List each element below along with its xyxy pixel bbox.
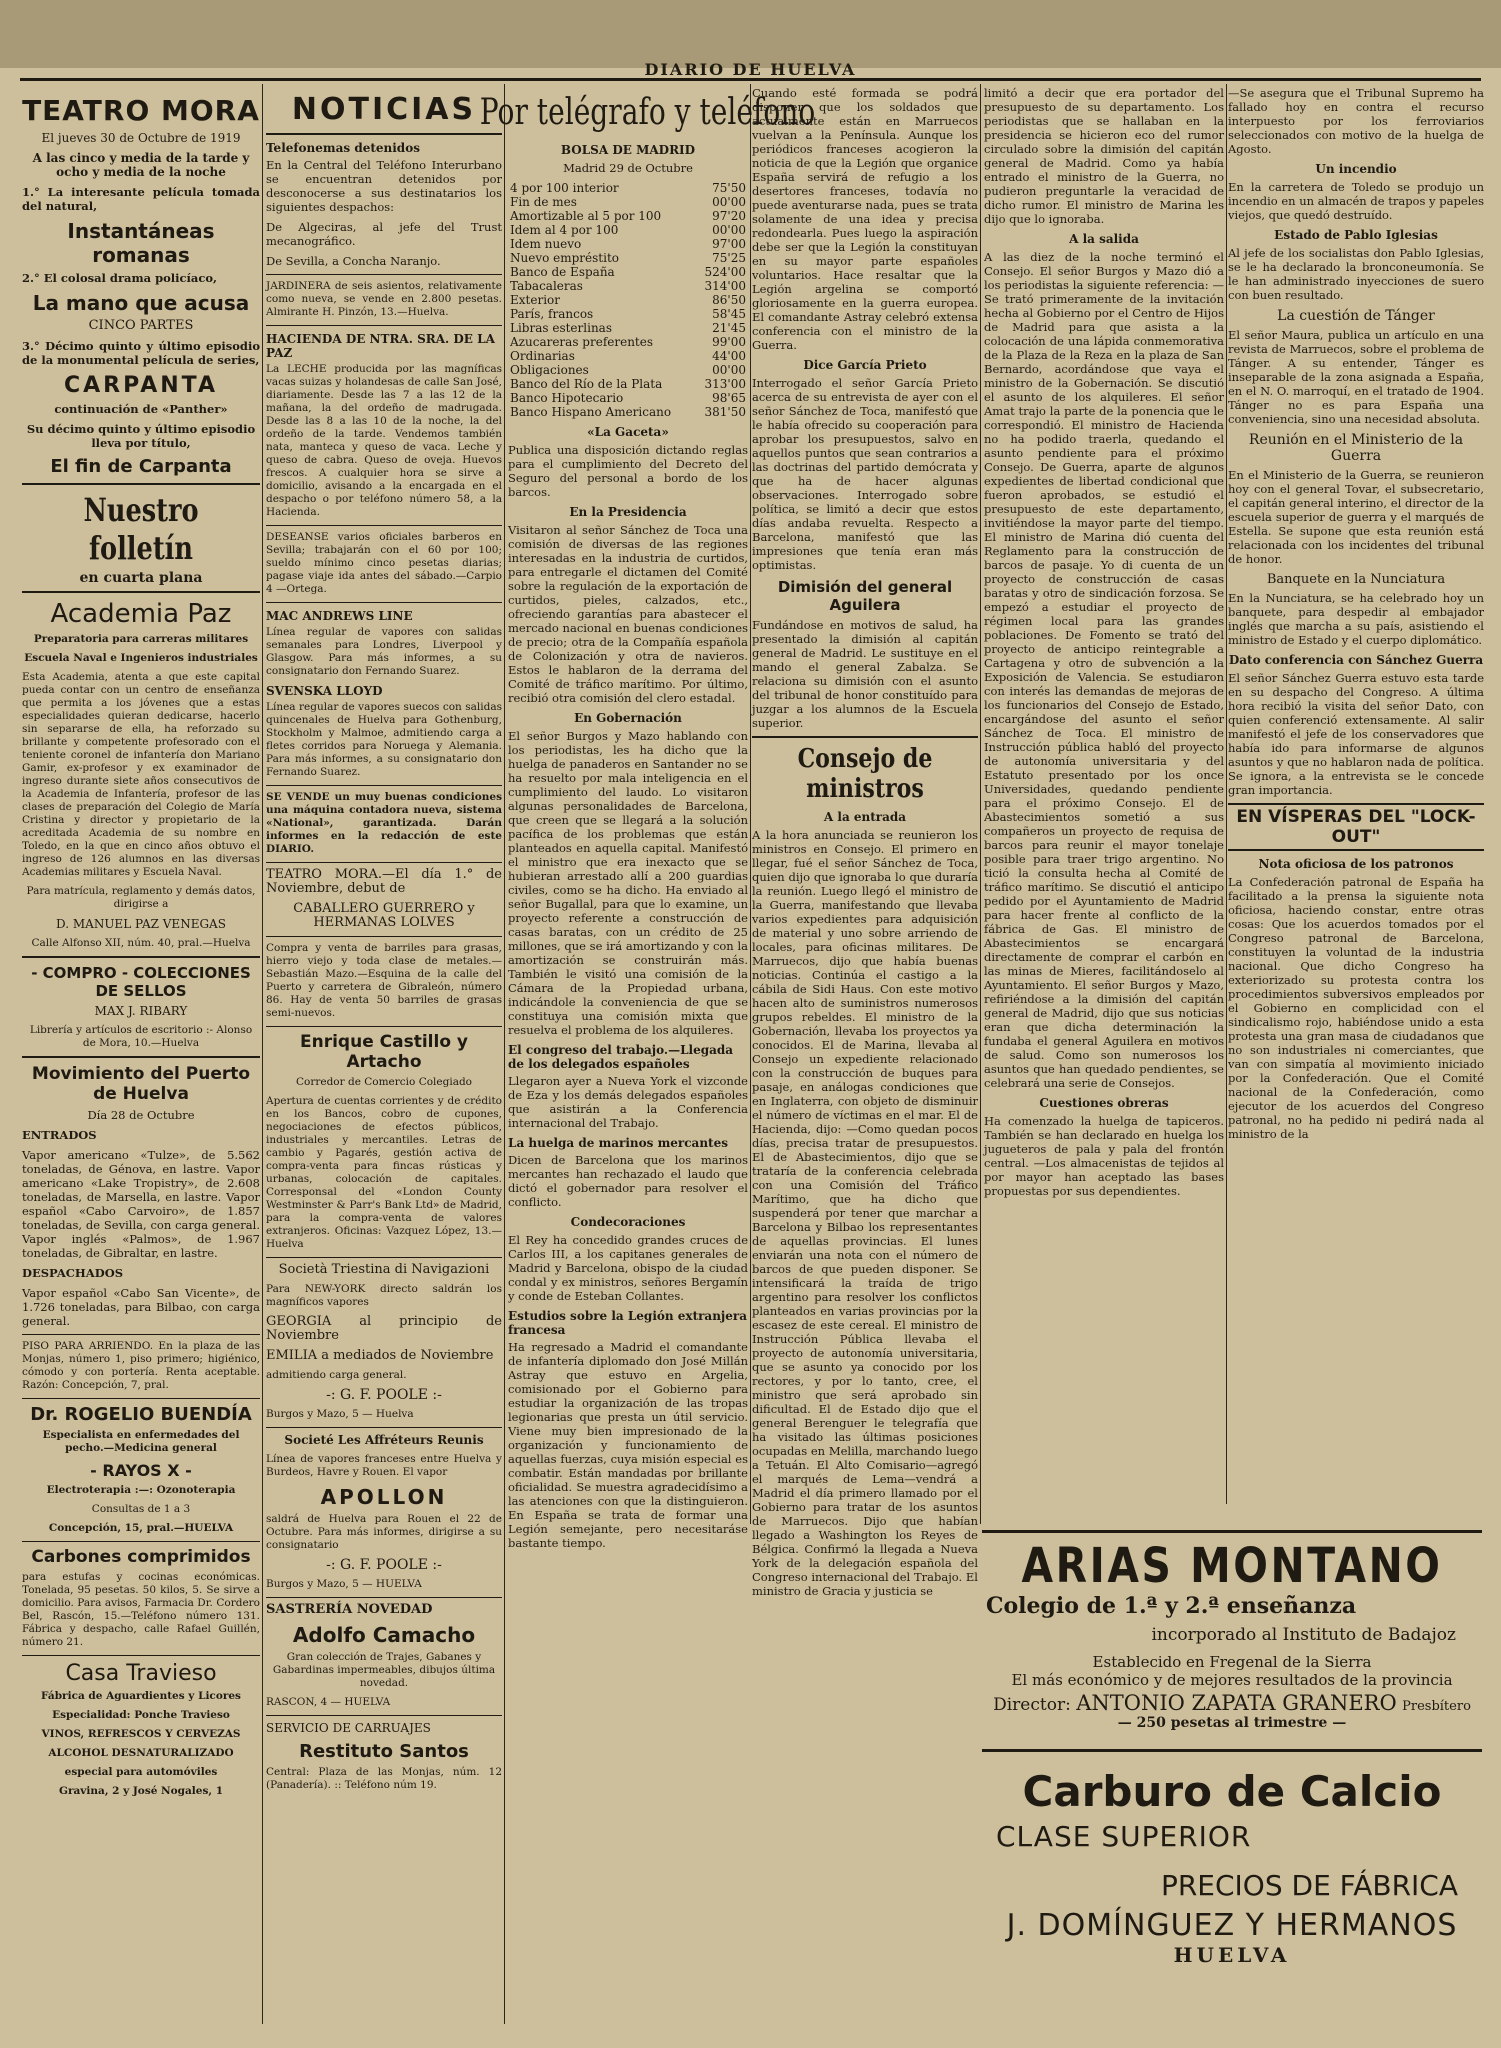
buendia-title: Dr. ROGELIO BUENDÍA [30,1404,252,1425]
economico-line: El más económico y de mejores resultados de la provincia [1011,1671,1453,1689]
academia-title: Academia Paz [50,599,232,629]
precio-line: — 250 pesetas al trimestre — [1117,1715,1347,1731]
puerto-title: Movimiento del Puerto de Huelva [31,1064,251,1104]
nota-text: La Confederación patronal de España ha facilitado a la prensa la siguiente nota oficiosa, haciendo constar, entre otras cosas: Que los acuerdos tomados por el Congreso patronal de Barcelona, constituyen la voluntad de la industria nacional. Que dicho Congreso ha exteriorizado su protesta contra los procedimientos subversivos empleados por el Gobierno en complicidad con el sindicalismo rojo, habiéndose unido a esta protesta una gran masa de ciudadanos que no son industriales ni comerciantes, que van con simpatía al movimiento iniciado por la Confederación. Que el Comité nacional de la Confederación, como ejecutor de los acuerdos del Congreso patronal, no ha pedido ni pedirá nada al ministro de la [1228,875,1484,1141]
bolsa-label: Banco del Río de la Plata [510,377,663,391]
restituto: Restituto Santos [299,1741,469,1762]
castillo-title: Enrique Castillo y Artacho [300,1032,468,1072]
bolsa-value: 75'25 [712,251,746,265]
obreras-title: Cuestiones obreras [1039,1096,1169,1110]
separator [22,1655,260,1656]
bolsa-value: 58'45 [712,307,746,321]
masthead: DIARIO DE HUELVA [644,60,857,79]
entradas-text: Vapor americano «Tulze», de 5.562 toneladas, de Génova, en lastre. Vapor americano «Lake Tropistry», de 2.608 toneladas, de Marsella, en lastre. Vapor español «Cabo Carvoiro», de 1.857 toneladas, de Sevilla, con carga general. Vapor inglés «Palmos», de 1.967 toneladas, de Gibraltar, en lastre. [22,1148,260,1260]
teatro-time: A las cinco y media de la tarde y ocho y media de la noche [32,151,250,179]
svenska-title: SVENSKA LLOYD [266,684,383,698]
separator [22,1056,260,1058]
apollon: APOLLON [320,1485,448,1509]
separator [266,785,502,786]
tanger-text: El señor Maura, publica un artículo en una revista de Marruecos, sobre el problema de Tánger. A su entender, Tánger es inseparable de la zona asignada a España, en el N. O. marroquí, en el tratado de 1904. Tánger no es para España una conveniencia, sino una necesidad absoluta. [1228,328,1484,426]
teatro-partes: CINCO PARTES [88,318,194,333]
bolsa-label: París, francos [510,307,594,321]
triestina-title: Società Triestina di Navigazioni [278,1262,490,1277]
academia-text: Esta Academia, atenta a que este capital pueda contar con un centro de enseñanza que permita a los jóvenes que a estas especialidades quieran dedicarse, hacerlo sin separarse de ella, ha reforzado su brillante y competente profesorado con el teniente coronel de infantería don Mariano Gamir, ex-profesor y ex examinador de ingreso durante siete años consecutivos de la Academia de Infantería, profesor de las clases de preparación del Colegio de María Cristina y director y propietario de la acreditada Academia de su nombre en Toledo, en la que en cinco años obtuvo el ingreso de 126 alumnos en las diversas Academias militares y Escuela Naval. [22,671,260,878]
separator [22,956,260,958]
presidencia-text: Visitaron al señor Sánchez de Toca una comisión de diversas de las regiones interesadas en la industria de curtidos, para entregarle el dictamen del Comité sobre la regulación de la exportación de curtidos, pieles, calzados, etc., ofreciendo garantías para abastecer el mercado nacional en buenas condiciones de precio; otra de la Compañía española de Colonización y otra de navieros. Estos le hablaron de la derrama del Comité de tráfico marítimo. Por último, recibió otra comisión del clero estadal. [508,523,748,705]
teatro-mora-notice: TEATRO MORA.—El día 1.° de Noviembre, debut de [266,867,502,896]
travieso-line: ALCOHOL DESNATURALIZADO [48,1747,234,1759]
arias-title: ARIAS MONTANO [1021,1538,1443,1594]
iglesias-title: Estado de Pablo Iglesias [1274,228,1438,242]
bolsa-row [508,223,748,237]
poole2: -: G. F. POOLE :- [326,1557,442,1573]
bolsa-value: 00'00 [712,363,746,377]
telegrafo-title: Por telégrafo y teléfono [479,92,816,133]
bolsa-label: Exterior [510,293,560,307]
garcia-title: Dice García Prieto [803,358,927,372]
teatro-date: El jueves 30 de Octubre de 1919 [41,131,241,145]
bolsa-label: Idem nuevo [510,237,582,251]
academia-sub: Preparatoria para carreras militares [33,633,249,645]
electro: Electroterapia :—: Ozonoterapia [46,1484,236,1496]
column-4 [752,86,978,1598]
huelga-text: Dicen de Barcelona que los marinos mercantes han rechazado el laudo que dictó el gobernador para resolver el conflicto. [508,1153,748,1209]
teatro-line: 3.° Décimo quinto y último episodio de la monumental película de series, [22,339,260,367]
telef-text: En la Central del Teléfono Interurbano se encuentran detenidos por desconocerse a sus destinatarios los siguientes despachos: [266,158,502,214]
separator [266,602,502,603]
macandrews-title: MAC ANDREWS LINE [266,609,413,623]
huelva-line: HUELVA [1173,1943,1291,1967]
folletin-sub: en cuarta plana [79,570,203,586]
bolsa-row [508,307,748,321]
gobernacion-title: En Gobernación [574,711,682,725]
affreteurs-text: Línea de vapores franceses entre Huelva y Burdeos, Havre y Rouen. El vapor [266,1453,502,1478]
bolsa-label: Banco de España [510,265,615,279]
column-1 [22,86,260,2016]
bolsa-row [508,363,748,377]
bolsa-value: 314'00 [704,279,746,293]
compro-name: MAX J. RIBARY [94,1004,188,1018]
separator [22,1334,260,1335]
teatro-decimo: Su décimo quinto y último episodio lleva por título, [26,422,256,450]
apollon-text: saldrá de Huelva para Rouen el 22 de Octubre. Para más informes, dirigirse a su consignatario [266,1513,502,1551]
servicio: SERVICIO DE CARRUAJES [266,1721,431,1735]
director-label: Director: [993,1695,1071,1715]
bolsa-title: BOLSA DE MADRID [560,143,696,157]
consejo-title: Consejo de ministros [797,744,933,804]
director-name: ANTONIO ZAPATA GRANERO [1076,1691,1397,1715]
separator [22,1398,260,1399]
buendia-esp: Especialista en enfermedades del pecho.—Medicina general [42,1429,240,1454]
bolsa-value: 313'00 [704,377,746,391]
bolsa-row [508,251,748,265]
bolsa-row [508,293,748,307]
presbitero: Presbítero [1402,1699,1471,1714]
hacienda-text: La LECHE producida por las magníficas vacas suizas y holandesas de calle San José, diariamente. Desde las 7 a las 12 de la mañana, la del ordeño de madrugada. Desde las 8 a las 10 de la noche, la del ordeño de la tarde. Vendemos también nata, manteca y queso de vaca. Leche y queso de cabra. Queso de oveja. Huevos frescos. A cualquier hora se sirve a domicilio, avisando a la encargada en el despacho o por teléfono número 58, a la Hacienda. [266,363,502,518]
consultas: Consultas de 1 a 3 [91,1503,191,1515]
separator [752,736,978,738]
column-rule [504,84,505,2024]
bolsa-value: 98'65 [712,391,746,405]
bolsa-row [508,321,748,335]
travieso-line: VINOS, REFRESCOS Y CERVEZAS [41,1728,241,1740]
banquete-title: Banquete en la Nunciatura [1266,572,1446,587]
consejo-cont: limitó a decir que era portador del presupuesto de su departamento. Los periodistas que se hallaban en la presidencia se hicieron eco del rumor circulado sobre la dimisión del capitán general de Madrid. Como ya había entrado el ministro de la Guerra, no pudieron preguntarle la veracidad de dicho rumor. El ministro de Marina les dijo que lo ignoraba. [984,86,1224,226]
telef-line: De Sevilla, a Concha Naranjo. [266,254,441,268]
column-rule [262,84,263,2024]
bolsa-row [508,335,748,349]
carburo-title: Carburo de Calcio [1022,1767,1442,1816]
svenska-text: Línea regular de vapores suecos con salidas quincenales de Huelva para Gothenburg, Stockholm y Malmoe, admitiendo carga a fletes corridos para Noruega y Alemania. Para más informes, a su consignatario don Fernando Suarez. [266,701,502,778]
bolsa-row [508,195,748,209]
datos-title: Dato conferencia con Sánchez Guerra [1228,653,1484,667]
bolsa-value: 75'50 [712,181,746,195]
teatro-title: TEATRO MORA [22,94,260,127]
bolsa-value: 524'00 [704,265,746,279]
column-rule [750,84,751,1524]
congreso-text: Llegaron ayer a Nueva York el vizconde de Eza y los demás delegados españoles que asistirán a la Conferencia internacional del Trabajo. [508,1074,748,1130]
column-3 [479,86,816,1550]
bolsa-value: 00'00 [712,223,746,237]
travieso-title: Casa Travieso [65,1661,217,1686]
separator [266,133,502,135]
bolsa-row [508,349,748,363]
column-2 [266,86,502,2016]
teatro-cont: continuación de «Panther» [54,402,228,416]
masthead-rule [20,78,1481,81]
piso-ad: PISO PARA ARRIENDO. En la plaza de las Monjas, número 1, piso primero; higiénico, cómodo y con portería. Renta aceptable. Razón: Concepción, 7, pral. [22,1340,260,1391]
camacho: Adolfo Camacho [292,1623,476,1647]
carbones-text: para estufas y cocinas económicas. Tonelada, 95 pesetas. 50 kilos, 5. Se sirve a domicilio. Para avisos, Farmacia Dr. Cordero Bel, Rascón, 15.—Teléfono número 131. Fábrica y despacho, calle Rafael Guillén, número 21. [22,1571,260,1648]
separator [266,1427,502,1428]
separator [266,936,502,937]
incendio-title: Un incendio [1315,162,1397,176]
separator [22,483,260,485]
bolsa-value: 97'00 [712,237,746,251]
entrada-title: A la entrada [823,810,907,824]
teatro-instantaneas: Instantáneas romanas [67,219,215,267]
column-5 [984,86,1224,1506]
column-rule [980,84,981,1524]
entradas-head: ENTRADOS [22,1128,97,1142]
condecoraciones-title: Condecoraciones [570,1215,686,1229]
separator [266,1026,502,1027]
concepcion: Concepción, 15, pral.—HUELVA [48,1522,234,1534]
travieso-line: especial para automóviles [64,1766,218,1778]
central: Central: Plaza de las Monjas, núm. 12 (Panadería). :: Teléfono núm 19. [266,1766,502,1791]
separator [266,1597,502,1598]
iglesias-text: Al jefe de los socialistas don Pablo Iglesias, se le ha declarado la bronconeumonía. Se le han administrado inyecciones de suero con buen resultado. [1228,246,1484,302]
reunion-title: Reunión en el Ministerio de la Guerra [1248,432,1464,464]
rascon: RASCON, 4 — HUELVA [266,1696,391,1708]
bolsa-label: Idem al 4 por 100 [510,223,619,237]
bolsa-label: Azucareras preferentes [510,335,654,349]
academia-addr: Calle Alfonso XII, núm. 40, pral.—Huelva [31,937,251,949]
travieso-line: Especialidad: Ponche Travieso [52,1709,230,1721]
congreso-title: El congreso del trabajo.—Llegada de los delegados españoles [508,1043,734,1071]
bolsa-row [508,405,748,419]
separator [266,862,502,863]
dimision-title: Dimisión del general Aguilera [777,578,953,614]
academia-dir: D. MANUEL PAZ VENEGAS [56,917,226,931]
bolsa-value: 86'50 [712,293,746,307]
bolsa-row [508,377,748,391]
noticias-title: NOTICIAS [291,92,477,127]
bolsa-row [508,265,748,279]
bolsa-label: Nuevo empréstito [510,251,620,265]
separator [22,591,260,593]
separator [266,1715,502,1716]
academia-mat: Para matrícula, reglamento y demás datos, dirigirse a [26,885,256,910]
legion-title: Estudios sobre la Legión extranjera francesa [508,1309,748,1337]
compro-title: - COMPRO - COLECCIONES DE SELLOS [31,964,251,1000]
arias-montano-ad [982,1530,1482,1752]
travieso-line: Fábrica de Aguardientes y Licores [41,1690,241,1702]
bolsa-label: Tabacaleras [510,279,583,293]
rayos-title: - RAYOS X - [90,1461,192,1480]
visperas-title: EN VÍSPERAS DEL "LOCK-OUT" [1228,803,1484,851]
poole: -: G. F. POOLE :- [326,1387,442,1403]
condecoraciones-text: El Rey ha concedido grandes cruces de Carlos III, a los capitanes generales de Madrid y Barcelona, obispo de la ciudad condal y ex ministros, señores Bergamín y conde de Esteban Collantes. [508,1233,748,1303]
gobernacion-text: El señor Burgos y Mazo hablando con los periodistas, les ha dicho que la huelga de panaderos en Santander no se ha resuelto por mala inteligencia en el cumplimiento del laudo. Lo visitaron algunas personalidades de Barcelona, que creen que se llegará a la solución pacífica de los problemas que están planteados en aquella capital. Manifestó el ministro que era inexacto que se hubieran arrestado allí a 200 guardias civiles, como se ha dicho. Ha enviado al señor Bugallal, para que lo examine, un proyecto referente a construcción de casas baratas, con un crédito de 25 millones, que se irá amortizando y con la amortización se construirán más. También le visitó una comisión de la Cámara de la Propiedad urbana, indicándole la conveniencia de que se constituya una comisión mixta que resuelva el problema de los alquileres. [508,729,748,1037]
bolsa-label: Ordinarias [510,349,575,363]
carbones-title: Carbones comprimidos [31,1547,251,1567]
page-top-edge [0,0,1501,68]
gaceta-title: «La Gaceta» [587,425,669,439]
deseanse-ad: DESEANSE varios oficiales barberos en Sevilla; trabajarán con el 60 por 100; sueldo mínimo cinco pesetas diarias; pagase viaje ida antes del sábado.—Carpio 4 —Ortega. [266,531,502,595]
teatro-carpanta: CARPANTA [64,373,218,398]
separator [22,1541,260,1542]
carburo-ad [982,1752,1482,2028]
obreras-text: Ha comenzado la huelga de tapiceros. También se han declarado en huelga los jugueteros de pala y pala del frontón central. —Los almacenistas de tejidos al por mayor han aceptado las bases propuestas por sus dependientes. [984,1114,1224,1198]
separator [266,525,502,526]
triestina-text: Para NEW-YORK directo saldrán los magníficos vapores [266,1283,502,1308]
bolsa-label: Libras esterlinas [510,321,612,335]
bolsa-date: Madrid 29 de Octubre [563,161,693,175]
telef-line: De Algeciras, al jefe del Trust mecanográfico. [266,220,502,248]
column-6 [1228,86,1484,1506]
folletin-title: Nuestro folletín [83,491,199,567]
bolsa-label: Amortizable al 5 por 100 [510,209,662,223]
bolsa-value: 381'50 [704,405,746,419]
bolsa-label: Banco Hispano Americano [510,405,672,419]
salida-text: A las diez de la noche terminó el Consejo. El señor Burgos y Mazo dió a los periodistas la siguiente referencia: —Se trató primeramente de la invitación hecha al Gobierno por el Centro de Hijos de Madrid para que asista a la colocación de una lápida conmemorativa de la Plaza de la Reza en la plaza de San Bernardo, acordándose que vaya el ministro de la Gobernación. Se discutió el asunto de los alquileres. El señor Amat trajo la parte de la ponencia que le correspondió. El ministro de Hacienda no ha podido traerla, quedando el asunto pendiente para el próximo Consejo. De Guerra, aparte de algunos expedientes de libertad condicional que fueron aprobados, se estudió el presupuesto de este departamento, invitiéndose la mayor parte del tiempo. El ministro de Marina dió cuenta del Reglamento para la construcción de barcos de pasaje. Yo di cuenta de un proyecto de construcción de casas baratas y otro de sindicación forzosa. Se empezó a estudiar el proyecto de régimen local para las grandes poblaciones. De Fomento se trató del proyecto de anticipo reintegrable a Cartagena y otro de subvención a la Exposición de Valencia. Se estudiaron con interés las demandas de mejoras de los funcionarios del Consejo de Estado, encargándose del asunto el señor Sánchez de Toca. El ministro de Instrucción pública habló del proyecto de autonomía universitaria y del Estatuto presentado por los once Universidades, quedando pendiente para el próximo Consejo. El de Abastecimientos sometió a sus compañeros un proyecto de requisa de barcos para reunir el mayor tonelaje posible para traer trigo argentino. No tició la consulta hecha al Comité de tráfico marítimo. Se discutió el anticipo pedido por el Ayuntamiento de Madrid para hacer frente al conflicto de la fábrica de Gas. El ministro de Abastecimientos se encargará directamente de comprar el carbón en las minas de Mieres, facilitándoselo al Ayuntamiento. El señor Burgos y Mazo, refiriéndose a la dimisión del capitán general de Madrid, dijo que sus noticias eran que dicha determinación la fundaba el general Aguilera en motivos de salud. Como son numerosos los asuntos que han quedado pendientes, se celebrará una serie de Consejos. [984,250,1224,1090]
hacienda-title: HACIENDA DE NTRA. SRA. DE LA PAZ [266,332,495,360]
bolsa-label: 4 por 100 interior [510,181,619,195]
legion-text: Ha regresado a Madrid el comandante de infantería diplomado don José Millán Astray que estuvo en Argelia, comisionado por el Gobierno para estudiar la organización de las tropas legionarias que presta un útil servicio. Viene muy bien impresionado de la organización y funcionamiento de aquellas fuerzas, cuya misión especial es combatir. Están mandadas por brillante oficialidad. Se muestra agradecidísimo a las atenciones con que la distinguieron. En España se trata de formar una Legión semejante, pero necesitaráse bastante tiempo. [508,1340,748,1550]
bolsa-row [508,181,748,195]
clase-line: CLASE SUPERIOR [996,1820,1252,1853]
bolsa-table [508,181,748,419]
tanger-title: La cuestión de Tánger [1277,308,1435,324]
camacho-text: Gran colección de Trajes, Gabanes y Gabardinas impermeables, dibujos última novedad. [272,1651,496,1689]
huelga-title: La huelga de marinos mercantes [508,1136,728,1150]
datos-text: El señor Sánchez Guerra estuvo esta tarde en su despacho del Congreso. A última hora recibió la visita del señor Dato, con quien conferenció extensamente. Al salir manifestó el jefe de los conservadores que había ido para informarse de algunos asuntos y que no hablaron nada de política. Se ignora, a la entrevista se le concede gran importancia. [1228,671,1484,797]
bolsa-value: 21'45 [712,321,746,335]
compra-ad: Compra y venta de barriles para grasas, hierro viejo y toda clase de metales.—Sebastián Mazo.—Esquina de la calle del Puerto y carretera de Gibraleón, número 86. Hay de venta 50 barriles de grasas semi-nuevos. [266,942,502,1019]
incorporado-line: incorporado al Instituto de Badajoz [1151,1625,1456,1645]
burgos: Burgos y Mazo, 5 — Huelva [266,1408,414,1420]
teatro-line: 2.° El colosal drama policíaco, [22,271,218,285]
entrada-text: A la hora anunciada se reunieron los ministros en Consejo. El primero en llegar, fué el señor Sánchez de Toca, quien dijo que ignoraba lo que duraría la reunión. Luego llegó el ministro de la Guerra, manifestando que llevaba varios expedientes para adquisición de material y uno sobre arriendo de locales, para oficinas militares. De Marruecos, dijo que había buenas noticias. Continúa el castigo a la cábila de Sidi Haus. Con este motivo hacen alto de suministros numerosos grupos rebeldes. El ministro de la Gobernación, llevaba los proyectos ya conocidos. El de Marina, llevaba al Consejo un expediente relacionado con la construcción de buques para pasaje, en análogas condiciones que en Inglaterra, con objeto de disminuir el número de víctimas en el mar. El de Hacienda, dijo: —Como quedan pocos días, precisa tratar de presupuestos. El de Abastecimientos, dijo que se trataría de la conferencia celebrada con una Comisión del Tráfico Marítimo, que ha dicho que suspenderá por tener que marchar a Barcelona y Bilbao los representantes de aquellas provincias. El lunes enviarán una nota con el número de barcos de que pueden disponer. Se intensificará la traída de trigo argentino para resolver los conflictos planteados en varias provincias por la escasez de este cereal. El ministro de Instrucción Pública llevaba el proyecto de autonomía universitaria, que se asunto ya conocido por los rectores, y por lo tanto, cree, el ministro que será aprobado sin dificultad. El de Estado dijo que el general Berenguer le telegrafía que ha visitado las últimas posiciones ocupadas en Melilla, marchando luego a Tetuán. El Alto Comisario—agregó el marqués de Lema—vendrá a Madrid el día primero llamado por el Gobierno para tratar de los asuntos de Marruecos. Dijo que habían llegado a Washington los Reyes de Bélgica. Confirmó la llegada a Nueva York de la delegación española del Congreso internacional del Trabajo. El ministro de Gracia y justicia se [752,828,978,1598]
bolsa-row [508,237,748,251]
despachados-text: Vapor español «Cabo San Vicente», de 1.726 toneladas, para Bilbao, con carga general. [22,1286,260,1328]
separator [266,274,502,275]
banquete-text: En la Nunciatura, se ha celebrado hoy un banquete, para despedir al embajador inglés que marcha a su país, asistiendo el ministro de Estado y el cuerpo diplomático. [1228,591,1484,647]
bolsa-row [508,209,748,223]
reunion-text: En el Ministerio de la Guerra, se reunieron hoy con el general Tovar, el subsecretario, el capitán general interino, el director de la escuela superior de guerra y el marqués de Estella. Se supone que esta reunión está relacionada con los incidentes del tribunal de honor. [1228,468,1484,566]
telef-title: Telefonemas detenidos [266,141,420,155]
compro-text: Librería y artículos de escritorio :- Alonso de Mora, 10.—Huelva [29,1024,253,1049]
nota-title: Nota oficiosa de los patronos [1258,857,1454,871]
establecido-line: Establecido en Fregenal de la Sierra [1092,1653,1372,1671]
castillo-text: Apertura de cuentas corrientes y de crédito en los Bancos, cobro de cupones, negociaciones de efectos públicos, industriales y mercantiles. Letras de cambio y Pagarés, gestión activa de compra-venta para fincas rústicas y urbanas, colocación de capitales. Corresponsal del «London County Westminster & Parr's Bank Ltd» de Madrid, para la compra-venta de valores extranjeros. Oficinas: Vazquez López, 13.—Huelva [266,1095,502,1250]
gaceta-text: Publica una disposición dictando reglas para el cumplimiento del Decreto del Seguro del personal a bordo de los barcos. [508,443,748,499]
teatro-mano: La mano que acusa [32,291,250,315]
salida-title: A la salida [1069,232,1139,246]
caballero: CABALLERO GUERRERO y HERMANAS LOLVES [293,901,475,930]
affreteurs-title: Societé Les Affréteurs Reunis [284,1433,484,1447]
colegio-line: Colegio de 1.ª y 2.ª enseñanza [986,1593,1357,1619]
bolsa-label: Banco Hipotecario [510,391,624,405]
macandrews-text: Línea regular de vapores con salidas semanales para Londres, Liverpool y Glasgow. Para más informes, a su consignatario don Fernando Suarez. [266,626,502,677]
castillo-sub: Corredor de Comercio Colegiado [295,1076,473,1088]
legion-cont: Cuando esté formada se podrá disponer que los soldados que actualmente están en Marruecos vuelvan a la Península. Aunque los periódicos franceses acogieron la noticia de que la Legión que organice España servirá de refugio a los desertores franceses, todavía no puede aventurarse nada, pues se trata solamente de una idea y precisa redondearla. Pues luego la aspiración debe ser que la Legión la constituyan en su mayor parte españoles voluntarios. Hace resaltar que la Legión argelina se comportó gloriosamente en la guerra europea. El comandante Astray celebró extensa conferencia con el ministro de la Guerra. [752,86,978,352]
director-line [982,1691,1482,1715]
travieso-line: Gravina, 2 y José Nogales, 1 [58,1785,224,1797]
garcia-text: Interrogado el señor García Prieto acerca de su entrevista de ayer con el señor Sánchez de Toca, manifestó que le había ofrecido su cooperación para aprobar los presupuestos, salvo en aquellos puntos que sean contrarios a las doctrinas del partido demócrata y que ha de hacer algunas observaciones. Interrogado sobre política, se limitó a decir que estos días andaba revuelta. Respecto a Barcelona, manifestó que las impresiones que tenía eran más optimistas. [752,376,978,572]
admitiendo: admitiendo carga general. [266,1369,407,1381]
separator [266,1257,502,1258]
dominguez-line: J. DOMÍNGUEZ Y HERMANOS [1006,1908,1458,1943]
georgia: GEORGIA al principio de Noviembre [266,1314,502,1343]
academia-sub: Escuela Naval e Ingenieros industriales [24,652,258,664]
incendio-text: En la carretera de Toledo se produjo un incendio en un almacén de trapos y papeles viejos, que quedó destruído. [1228,180,1484,222]
tribunal-text: —Se asegura que el Tribunal Supremo ha fallado hoy en contra el recurso interpuesto por los ferroviarios seleccionados con motivo de la huelga de Agosto. [1228,86,1484,156]
bolsa-row [508,279,748,293]
puerto-date: Día 28 de Octubre [87,1108,195,1122]
despachados-head: DESPACHADOS [22,1266,124,1280]
burgos2: Burgos y Mazo, 5 — HUELVA [266,1578,422,1590]
column-rule [1226,84,1227,1504]
precios-line: PRECIOS DE FÁBRICA [1160,1869,1458,1902]
bolsa-label: Fin de mes [510,195,577,209]
sevende-ad: SE VENDE un muy buenas condiciones una máquina contadora nueva, sistema «National», garantizada. Darán informes en la redacción de este DIARIO. [266,791,502,855]
bolsa-row [508,391,748,405]
bolsa-label: Obligaciones [510,363,589,377]
sastreria: SASTRERÍA NOVEDAD [266,1602,433,1617]
bolsa-value: 44'00 [712,349,746,363]
teatro-fin: El fin de Carpanta [50,456,232,477]
emilia: EMILIA a mediados de Noviembre [266,1348,494,1363]
separator [266,325,502,326]
bolsa-value: 97'20 [712,209,746,223]
teatro-line: 1.° La interesante película tomada del natural, [22,185,260,213]
jardinera-ad: JARDINERA de seis asientos, relativamente como nueva, se vende en 2.800 pesetas. Almirante H. Pinzón, 13.—Huelva. [266,280,502,318]
dimision-text: Fundándose en motivos de salud, ha presentado la dimisión al capitán general de Madrid. Le sustituye en el mando el general Zabalza. Se relaciona su dimisión con el asunto del tribunal de honor constituído para juzgar a los alumnos de la Escuela superior. [752,618,978,730]
presidencia-title: En la Presidencia [569,505,687,519]
bolsa-value: 99'00 [712,335,746,349]
bolsa-value: 00'00 [712,195,746,209]
